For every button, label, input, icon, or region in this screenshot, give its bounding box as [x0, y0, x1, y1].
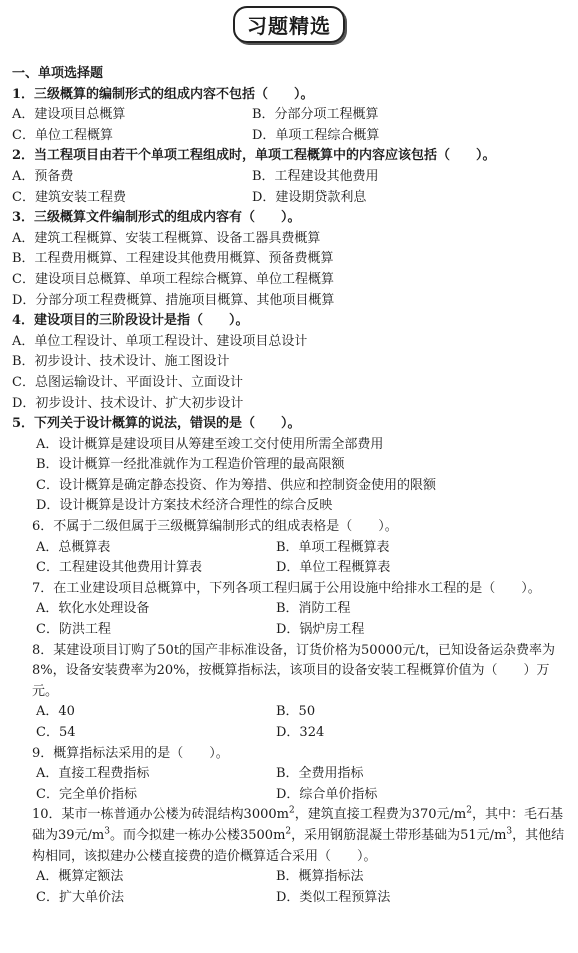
q1-option-d: D．单项工程综合概算: [252, 127, 380, 143]
q6-option-d: D．单位工程概算表: [276, 560, 391, 576]
q8-option-c: C．54: [36, 725, 76, 740]
question-6-options-row-1: [12, 538, 570, 559]
question-9-options-row-1: [12, 764, 570, 785]
q7-option-a: A．软化水处理设备: [36, 601, 150, 617]
question-4-stem: 4．建设项目的三阶段设计是指（ ）。: [12, 313, 249, 329]
q3-option-c: C．建设项目总概算、单项工程综合概算、单位工程概算: [12, 271, 334, 287]
page-title: 习题精选: [233, 6, 345, 43]
question-7-options-row-2: [12, 620, 570, 641]
question-2-options-row-1: [12, 167, 570, 188]
q1-option-a: A．建设项目总概算: [12, 107, 126, 123]
question-1-stem: 1．三级概算的编制形式的组成内容不包括（ ）。: [12, 86, 314, 102]
question-6-options-row-2: [12, 558, 570, 579]
q4-option-d: D．初步设计、技术设计、扩大初步设计: [12, 395, 244, 411]
q1-option-b: B．分部分项工程概算: [252, 107, 379, 123]
q5-option-c: C．设计概算是确定静态投资、作为筹措、供应和控制资金使用的限额: [36, 477, 436, 493]
q10-stem-part-b: ，建筑直接工程费为370元/m: [294, 807, 467, 823]
q7-option-b: B．消防工程: [276, 601, 351, 617]
question-10-stem: [12, 805, 570, 867]
q9-option-a: A．直接工程费指标: [36, 766, 150, 782]
q3-option-a: A．建筑工程概算、安装工程概算、设备工器具费概算: [12, 230, 321, 246]
question-7-stem: 7．在工业建设项目总概算中，下列各项工程归属于公用设施中给排水工程的是（ ）。: [32, 580, 541, 596]
q10-sup-d: 2: [285, 826, 292, 837]
q10-stem-part-c: ，其中：毛石基础为39元/m: [32, 807, 563, 843]
q10-option-c: C．扩大单价法: [36, 889, 124, 905]
section-heading: 一、单项选择题: [12, 66, 104, 81]
q6-option-c: C．工程建设其他费用计算表: [36, 560, 202, 576]
q7-option-c: C．防洪工程: [36, 622, 111, 638]
question-2-options-row-2: [12, 188, 570, 209]
question-9-options-row-2: [12, 785, 570, 806]
q10-stem-part-e: ，采用钢筋混凝土带形基础为51元/m: [291, 827, 507, 843]
q4-option-b: B．初步设计、技术设计、施工图设计: [12, 354, 230, 370]
question-3-stem: 3．三级概算文件编制形式的组成内容有（ ）。: [12, 210, 301, 226]
question-8-options-row-1: [12, 702, 570, 723]
question-2-stem: 2．当工程项目由若干个单项工程组成时，单项工程概算中的内容应该包括（ ）。: [12, 148, 496, 164]
question-6-stem: 6．不属于二级但属于三级概算编制形式的组成表格是（ ）。: [32, 519, 398, 535]
q6-option-a: A．总概算表: [36, 539, 111, 555]
q4-option-c: C．总图运输设计、平面设计、立面设计: [12, 374, 243, 390]
q5-option-a: A．设计概算是建设项目从筹建至竣工交付使用所需全部费用: [36, 436, 384, 452]
q10-option-a: A．概算定额法: [36, 869, 124, 885]
question-10-options-row-2: [12, 888, 570, 909]
question-5-stem: 5．下列关于设计概算的说法，错误的是（ ）。: [12, 416, 301, 432]
q9-option-c: C．完全单价指标: [36, 786, 137, 802]
q2-option-b: B．工程建设其他费用: [252, 168, 379, 184]
question-8-stem: 8．某建设项目订购了50t的国产非标准设备，订货价格为50000元/t，已知设备运杂费率为8%，设备安装费率为20%，按概算指标法，该项目的设备安装工程概算价值为（ ）万元。: [32, 642, 555, 699]
q8-option-a: A．40: [36, 704, 75, 720]
q4-option-a: A．单位工程设计、单项工程设计、建设项目总设计: [12, 333, 308, 349]
q9-option-b: B．全费用指标: [276, 766, 364, 782]
question-1-options-row-2: [12, 126, 570, 147]
question-10-options-row-1: [12, 867, 570, 888]
q5-option-b: B．设计概算一经批准就作为工程造价管理的最高限额: [36, 457, 345, 473]
q2-option-c: C．建筑安装工程费: [12, 189, 126, 205]
q10-option-b: B．概算指标法: [276, 869, 364, 885]
q6-option-b: B．单项工程概算表: [276, 539, 390, 555]
q3-option-b: B．工程费用概算、工程建设其他费用概算、预备费概算: [12, 251, 334, 267]
question-7-options-row-1: [12, 599, 570, 620]
q9-option-d: D．综合单价指标: [276, 786, 378, 802]
q8-option-b: B．50: [276, 704, 316, 720]
q8-option-d: D．324: [276, 725, 325, 740]
q10-sup-a: 2: [288, 806, 295, 817]
q10-stem-part-a: 10．某市一栋普通办公楼为砖混结构3000m: [32, 807, 289, 823]
q10-sup-c: 3: [104, 826, 110, 837]
q2-option-d: D．建设期贷款利息: [252, 189, 367, 205]
q10-stem-part-f: ，其他结构相同，该拟建办公楼直接费的造价概算适合采用（ ）。: [32, 827, 565, 864]
q10-sup-e: 3: [506, 826, 513, 837]
title-banner: [0, 6, 578, 43]
q10-sup-b: 2: [466, 806, 472, 817]
q1-option-c: C．单位工程概算: [12, 127, 113, 143]
q2-option-a: A．预备费: [12, 168, 74, 184]
question-8-options-row-2: [12, 723, 570, 744]
question-list: [12, 64, 570, 908]
q7-option-d: D．锅炉房工程: [276, 622, 365, 638]
question-9-stem: 9．概算指标法采用的是（ ）。: [32, 745, 229, 761]
q3-option-d: D．分部分项工程费概算、措施项目概算、其他项目概算: [12, 292, 335, 308]
question-1-options-row-1: [12, 105, 570, 126]
q10-option-d: D．类似工程预算法: [276, 889, 391, 905]
q10-stem-part-d: 。而今拟建一栋办公楼3500m: [109, 827, 286, 843]
q5-option-d: D．设计概算是设计方案技术经济合理性的综合反映: [36, 498, 333, 514]
